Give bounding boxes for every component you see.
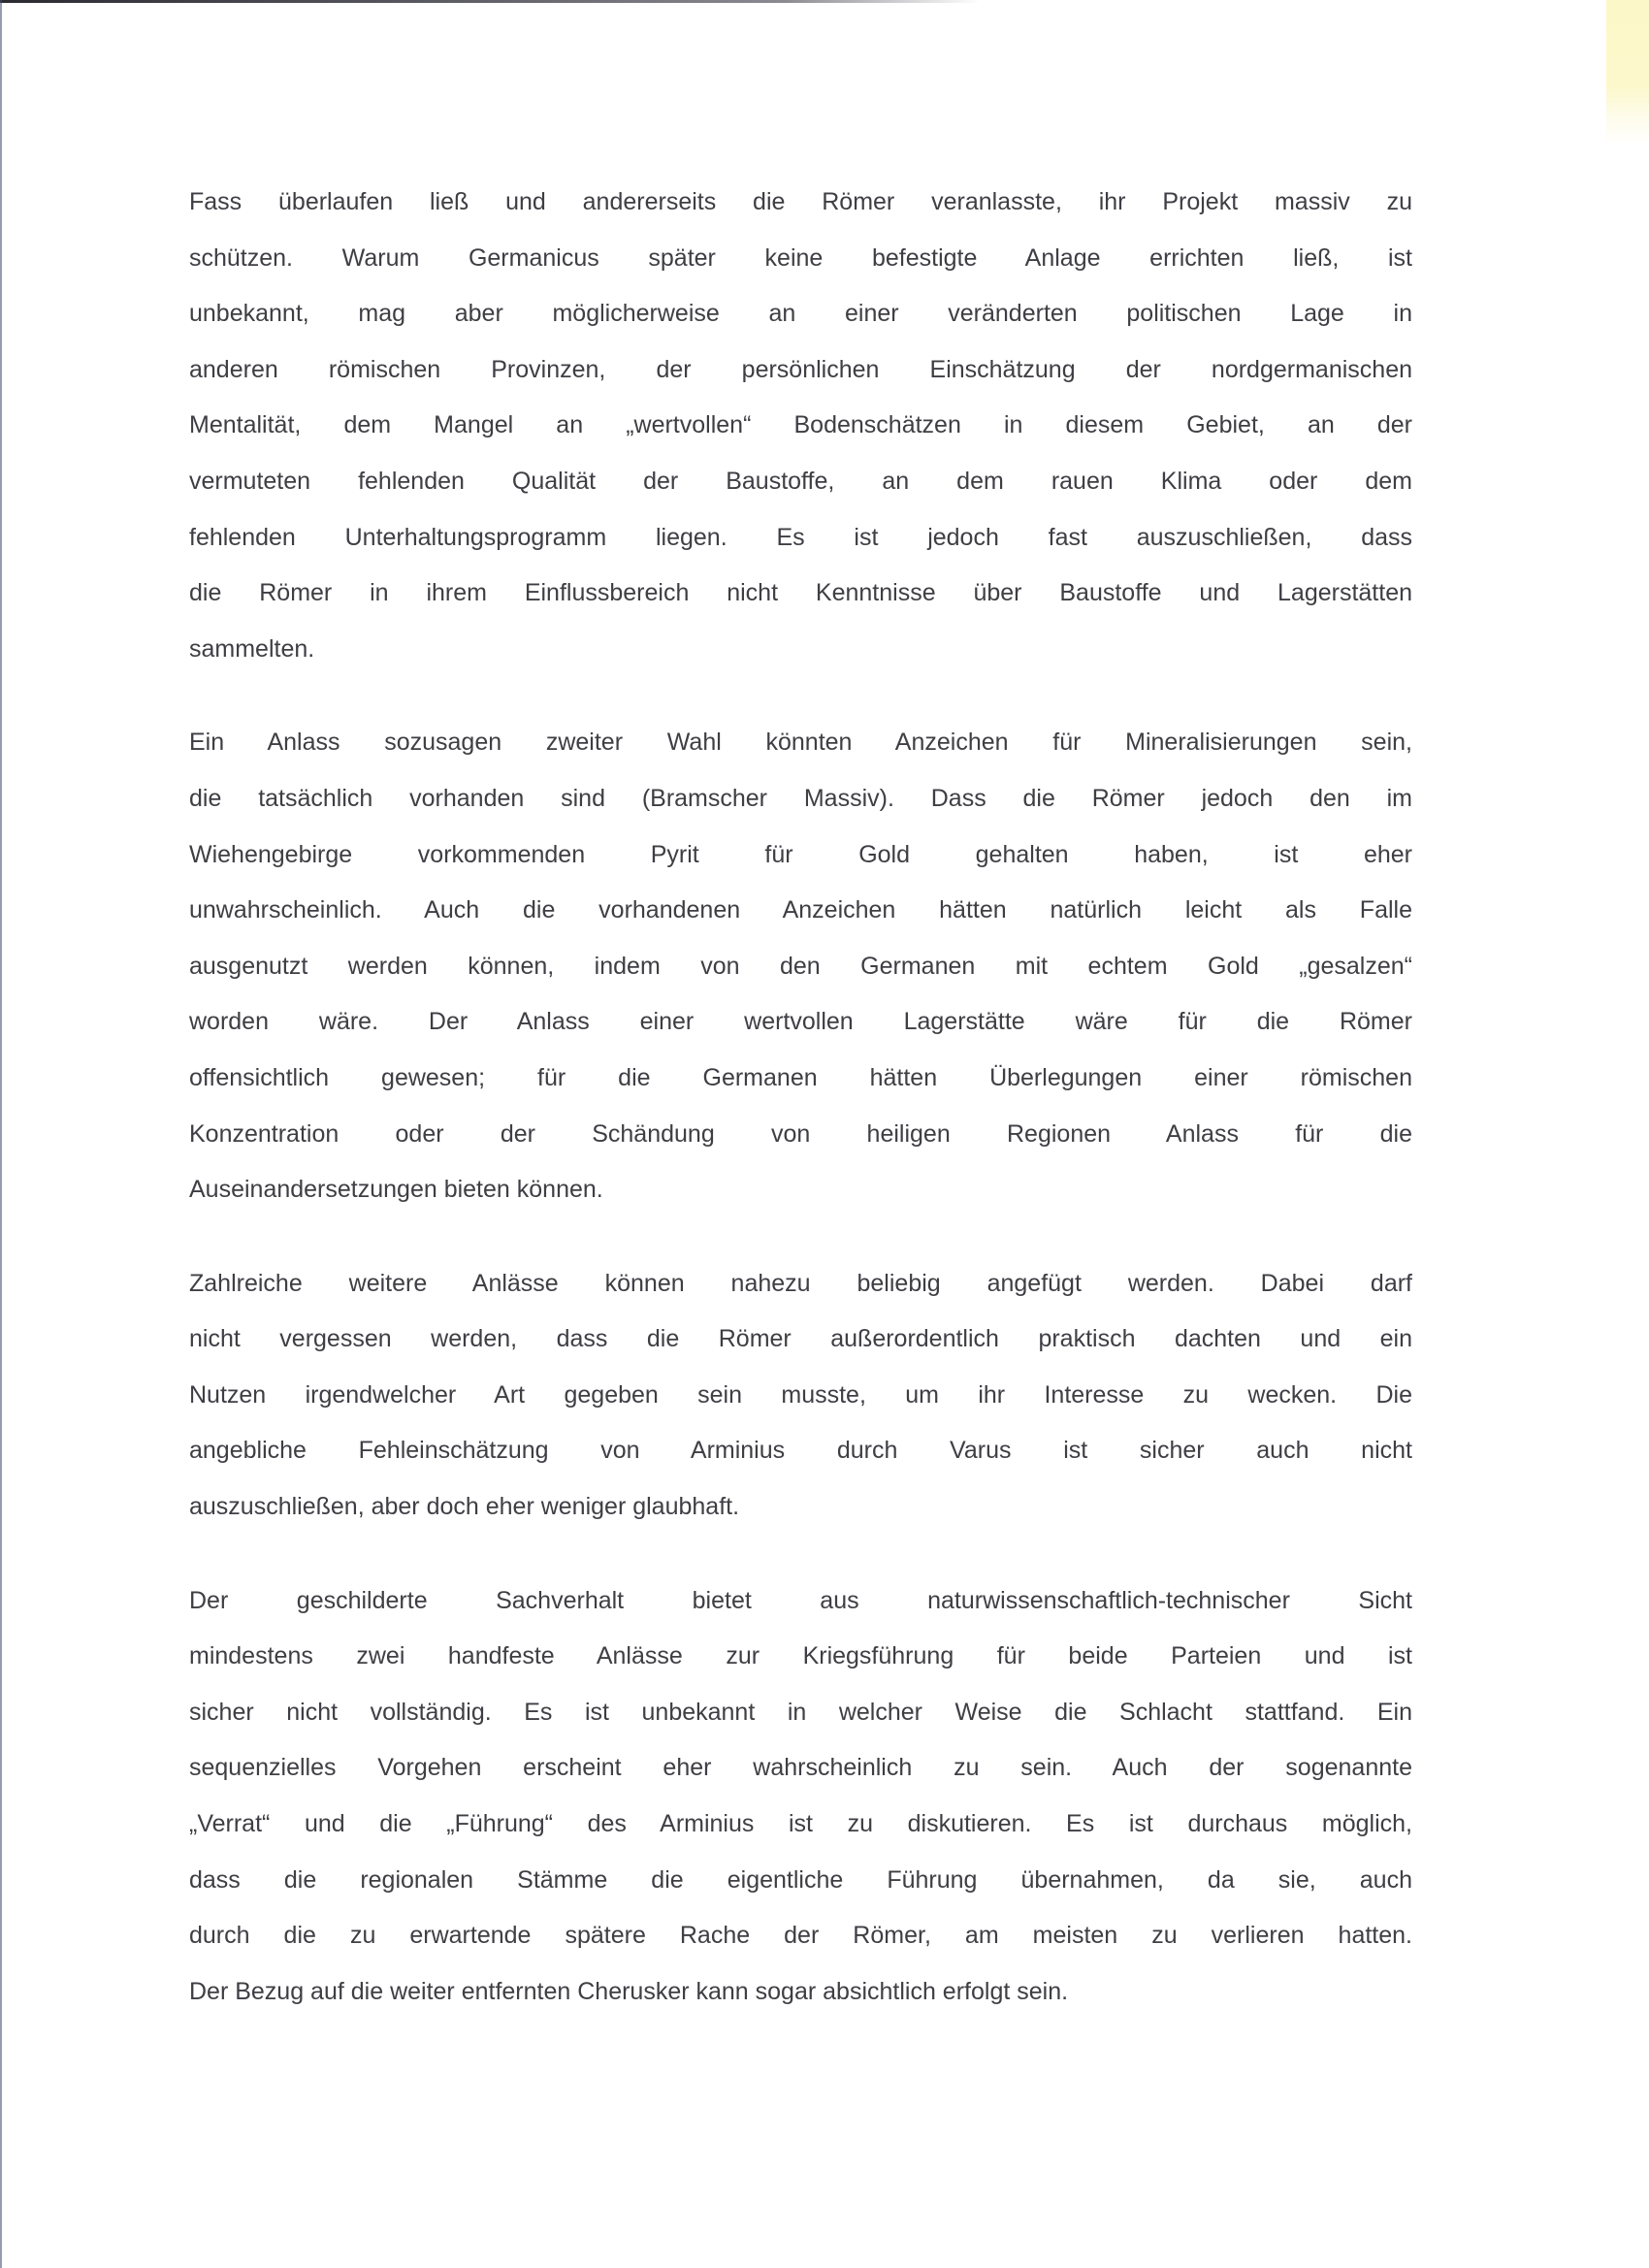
text-line: offensichtlich gewesen; für die Germanen hätten Überlegungen einer römischen — [189, 1063, 1412, 1091]
paragraph-2 — [189, 715, 1412, 1217]
text-line: sicher nicht vollständig. Es ist unbekannt in welcher Weise die Schlacht stattfand. Ein — [189, 1698, 1412, 1726]
text-line: Wiehengebirge vorkommenden Pyrit für Gold gehalten haben, ist eher — [189, 840, 1412, 868]
text-line: Fass überlaufen ließ und andererseits die Römer veranlasste, ihr Projekt massiv zu — [189, 188, 1412, 215]
text-line: Der Bezug auf die weiter entfernten Cherusker kann sogar absichtlich erfolgt sein. — [189, 1977, 1069, 2005]
text-line: sammelten. — [189, 634, 315, 663]
text-line: unwahrscheinlich. Auch die vorhandenen Anzeichen hätten natürlich leicht als Falle — [189, 896, 1412, 924]
text-line: nicht vergessen werden, dass die Römer außerordentlich praktisch dachten und ein — [189, 1325, 1412, 1353]
text-line: „Verrat“ und die „Führung“ des Arminius ist zu diskutieren. Es ist durchaus möglich, — [189, 1810, 1412, 1838]
text-line: vermuteten fehlenden Qualität der Baustoffe, an dem rauen Klima oder dem — [189, 467, 1412, 495]
paragraph-4 — [189, 1573, 1412, 2021]
paragraph-1 — [189, 175, 1412, 677]
text-line: auszuschließen, aber doch eher weniger glaubhaft. — [189, 1493, 740, 1521]
paragraph-3 — [189, 1256, 1412, 1536]
text-line: die tatsächlich vorhanden sind (Bramscher Massiv). Dass die Römer jedoch den im — [189, 784, 1412, 812]
text-line: Konzentration oder der Schändung von heiligen Regionen Anlass für die — [189, 1119, 1412, 1148]
text-line: Nutzen irgendwelcher Art gegeben sein musste, um ihr Interesse zu wecken. Die — [189, 1380, 1412, 1409]
text-line: ausgenutzt werden können, indem von den Germanen mit echtem Gold „gesalzen“ — [189, 952, 1412, 980]
text-line: fehlenden Unterhaltungsprogramm liegen. Es ist jedoch fast auszuschließen, dass — [189, 523, 1412, 551]
document-body — [189, 175, 1412, 2057]
scan-top-edge — [0, 0, 980, 3]
text-line: unbekannt, mag aber möglicherweise an einer veränderten politischen Lage in — [189, 300, 1412, 328]
text-line: durch die zu erwartende spätere Rache der Römer, am meisten zu verlieren hatten. — [189, 1922, 1412, 1950]
text-line: die Römer in ihrem Einflussbereich nicht Kenntnisse über Baustoffe und Lagerstätten — [189, 579, 1412, 607]
text-line: sequenzielles Vorgehen erscheint eher wahrscheinlich zu sein. Auch der sogenannte — [189, 1754, 1412, 1782]
text-line: Zahlreiche weitere Anlässe können nahezu beliebig angefügt werden. Dabei darf — [189, 1269, 1412, 1297]
text-line: Ein Anlass sozusagen zweiter Wahl könnten Anzeichen für Mineralisierungen sein, — [189, 729, 1412, 757]
text-line: Der geschilderte Sachverhalt bietet aus naturwissenschaftlich-technischer Sicht — [189, 1586, 1412, 1614]
scan-left-edge — [0, 0, 2, 2268]
text-line: worden wäre. Der Anlass einer wertvollen Lagerstätte wäre für die Römer — [189, 1008, 1412, 1036]
text-line: Auseinandersetzungen bieten können. — [189, 1176, 603, 1204]
text-line: dass die regionalen Stämme die eigentliche Führung übernahmen, da sie, auch — [189, 1865, 1412, 1894]
text-line: anderen römischen Provinzen, der persönlichen Einschätzung der nordgermanischen — [189, 355, 1412, 383]
text-line: angebliche Fehleinschätzung von Arminius durch Varus ist sicher auch nicht — [189, 1437, 1412, 1465]
text-line: schützen. Warum Germanicus später keine befestigte Anlage errichten ließ, ist — [189, 243, 1412, 272]
highlight-marker-strip — [1606, 0, 1649, 146]
text-line: Mentalität, dem Mangel an „wertvollen“ Bodenschätzen in diesem Gebiet, an der — [189, 411, 1412, 439]
text-line: mindestens zwei handfeste Anlässe zur Kriegsführung für beide Parteien und ist — [189, 1642, 1412, 1670]
